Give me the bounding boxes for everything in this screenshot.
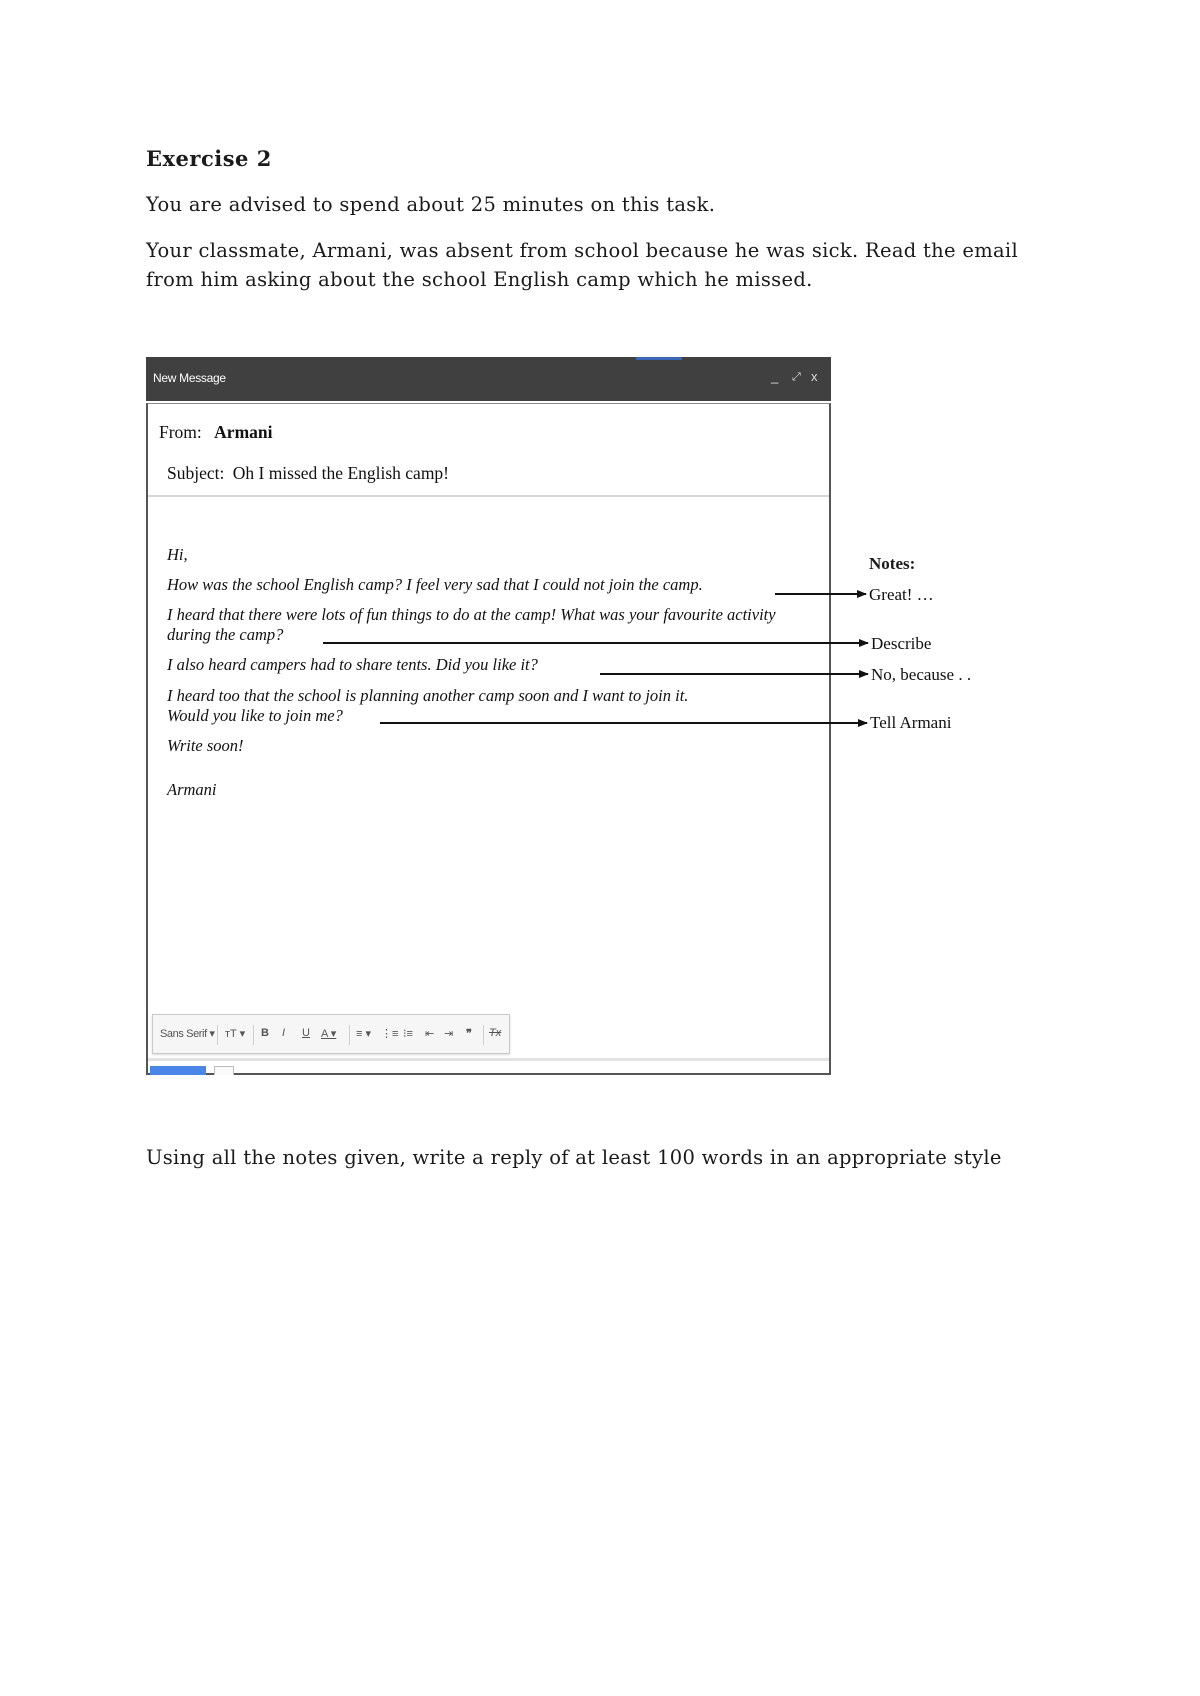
minimize-icon[interactable]: _	[771, 369, 779, 384]
note-item: Describe	[871, 634, 932, 653]
underline-icon[interactable]: U	[302, 1027, 310, 1039]
compose-title: New Message	[153, 371, 226, 385]
note-item: Tell Armani	[870, 713, 952, 732]
task-instruction: Using all the notes given, write a reply of at least 100 words in an appropriate style	[146, 1146, 1002, 1169]
subject-value: Oh I missed the English camp!	[232, 463, 450, 483]
from-field	[159, 422, 273, 443]
toolbar-separator	[349, 1025, 350, 1045]
send-button[interactable]	[150, 1066, 206, 1075]
context-line-1: Your classmate, Armani, was absent from school because he was sick. Read the email	[146, 239, 1019, 262]
email-greeting: Hi,	[167, 545, 188, 564]
subject-label: Subject:	[167, 463, 225, 483]
instruction-time: You are advised to spend about 25 minutes on this task.	[146, 193, 716, 216]
font-family-select[interactable]: Sans Serif ▾	[160, 1028, 215, 1040]
subject-field[interactable]	[167, 463, 449, 484]
numbered-list-icon[interactable]: ⋮≡	[381, 1028, 399, 1040]
toolbar-separator	[253, 1025, 254, 1045]
notes-title: Notes:	[869, 554, 916, 573]
from-name: Armani	[214, 422, 273, 442]
email-question-3: I also heard campers had to share tents. Did you like it?	[167, 655, 538, 674]
note-item: No, because . .	[871, 665, 972, 684]
formatting-toolbar	[152, 1014, 510, 1054]
email-question-1: How was the school English camp? I feel very sad that I could not join the camp.	[167, 575, 703, 594]
bold-icon[interactable]: B	[261, 1027, 269, 1039]
email-closing: Write soon!	[167, 736, 244, 755]
quote-icon[interactable]: ❞	[466, 1028, 472, 1040]
footer-divider	[148, 1058, 829, 1061]
email-compose-window	[146, 357, 831, 1075]
email-question-4-line-2: Would you like to join me?	[167, 706, 343, 725]
text-color-icon[interactable]: A ▾	[321, 1028, 337, 1040]
email-signature: Armani	[167, 780, 217, 799]
email-question-2-line-2: during the camp?	[167, 625, 284, 644]
exercise-title: Exercise 2	[146, 146, 272, 171]
remove-formatting-icon[interactable]: Tx	[489, 1027, 502, 1039]
align-icon[interactable]: ≡ ▾	[356, 1028, 371, 1040]
compose-title-bar	[146, 357, 831, 401]
header-divider	[148, 495, 829, 497]
font-size-icon[interactable]: ᴛT ▾	[225, 1028, 246, 1040]
expand-icon[interactable]: ⤢	[792, 371, 801, 383]
bulleted-list-icon[interactable]: ⁝≡	[403, 1028, 413, 1040]
close-icon[interactable]: x	[811, 369, 818, 384]
note-item: Great! …	[869, 585, 934, 604]
indent-more-icon[interactable]: ⇥	[444, 1028, 454, 1040]
indent-less-icon[interactable]: ⇤	[425, 1028, 435, 1040]
context-line-2: from him asking about the school English camp which he missed.	[146, 268, 813, 291]
formatting-options-button[interactable]	[214, 1066, 234, 1075]
italic-icon[interactable]: I	[282, 1027, 286, 1039]
email-question-2-line-1: I heard that there were lots of fun things to do at the camp! What was your favourite activity	[167, 605, 776, 624]
compose-body	[146, 403, 831, 1075]
toolbar-separator	[217, 1025, 218, 1045]
email-question-4-line-1: I heard too that the school is planning another camp soon and I want to join it.	[167, 686, 689, 705]
context-paragraph	[146, 236, 1046, 294]
title-accent	[636, 357, 682, 360]
toolbar-separator	[483, 1025, 484, 1045]
from-label: From:	[159, 422, 202, 442]
